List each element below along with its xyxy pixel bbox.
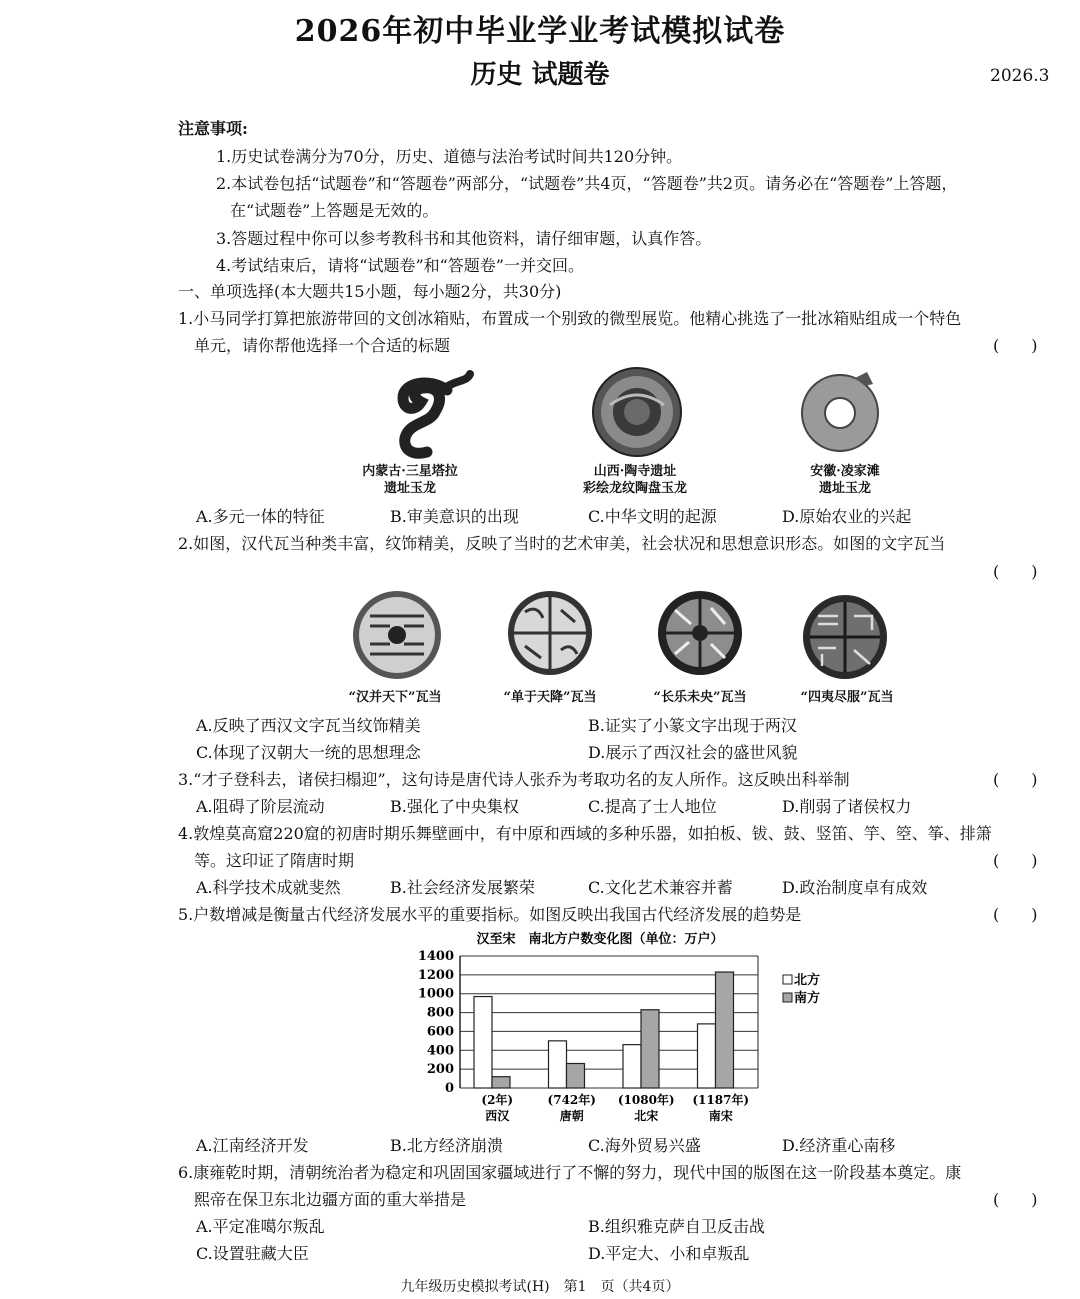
- q5-option-c[interactable]: C.海外贸易兴盛: [588, 1136, 701, 1155]
- q3-option-b[interactable]: B.强化了中央集权: [390, 797, 519, 816]
- q2-caption-1: “汉并天下”瓦当: [348, 690, 442, 705]
- q4-option-d[interactable]: D.政治制度卓有成效: [782, 878, 928, 897]
- q1-option-c[interactable]: C.中华文明的起源: [588, 507, 717, 526]
- q1-option-a[interactable]: A.多元一体的特征: [196, 507, 325, 526]
- q6-stem: 6.康雍乾时期，清朝统治者为稳定和巩固国家疆域进行了不懈的努力，现代中国的版图在这一阶段基本奠定。康: [178, 1163, 962, 1182]
- x-tick-label: (2年): [481, 1093, 514, 1107]
- q4-answer-bracket: ( ): [993, 851, 1038, 870]
- y-tick-label: 200: [426, 1062, 454, 1078]
- q2-answer-bracket: ( ): [993, 562, 1038, 581]
- y-tick-label: 400: [426, 1043, 454, 1059]
- q1-caption-2: 山西·陶寺遗址 彩绘龙纹陶盘玉龙: [582, 464, 687, 496]
- bar-北方: [698, 1024, 716, 1088]
- q1-stem: 1.小马同学打算把旅游带回的文创冰箱贴，布置成一个别致的微型展览。他精心挑选了一批冰箱贴组成一个特色: [178, 309, 962, 328]
- x-tick-label: 北宋: [634, 1109, 659, 1123]
- q6-option-b[interactable]: B.组织雅克萨自卫反击战: [588, 1217, 765, 1236]
- x-tick-label: 南宋: [708, 1109, 733, 1123]
- note-item: 3.答题过程中你可以参考教科书和其他资料，请仔细审题，认真作答。: [216, 229, 712, 248]
- q2-caption-2: “单于天降”瓦当: [503, 690, 597, 705]
- q1-answer-bracket: ( ): [993, 336, 1038, 355]
- bar-南方: [492, 1077, 510, 1088]
- jade-dragon-c-shape-image: [375, 360, 475, 460]
- y-tick-label: 600: [426, 1024, 454, 1040]
- q4-option-b[interactable]: B.社会经济发展繁荣: [390, 878, 535, 897]
- bar-南方: [641, 1010, 659, 1088]
- q3-option-a[interactable]: A.阻碍了阶层流动: [196, 797, 325, 816]
- q4-option-a[interactable]: A.科学技术成就斐然: [196, 878, 341, 897]
- q5-option-a[interactable]: A.江南经济开发: [196, 1136, 309, 1155]
- painted-dragon-plate-image: [590, 365, 685, 460]
- q2-option-a[interactable]: A.反映了西汉文字瓦当纹饰精美: [196, 716, 421, 735]
- chart-bars: [474, 972, 734, 1088]
- bar-南方: [716, 972, 734, 1088]
- q2-caption-4: “四夷尽服”瓦当: [800, 690, 894, 705]
- bar-北方: [474, 997, 492, 1088]
- legend-label: 北方: [794, 973, 821, 988]
- jade-dragon-ring-image: [795, 368, 890, 458]
- q3-answer-bracket: ( ): [993, 770, 1038, 789]
- y-tick-label: 1400: [417, 949, 454, 964]
- chart-y-ticks: [418, 949, 454, 1096]
- bar-南方: [567, 1063, 585, 1088]
- q1-option-d[interactable]: D.原始农业的兴起: [782, 507, 912, 526]
- q6-answer-bracket: ( ): [993, 1190, 1038, 1209]
- q1-stem-cont: 单元，请你帮他选择一个合适的标题: [194, 336, 451, 355]
- x-tick-label: (1080年): [617, 1093, 675, 1107]
- y-tick-label: 1000: [417, 986, 454, 1002]
- exam-date: 2026.3: [990, 66, 1050, 86]
- tile-end-chang-le-wei-yang-image: [655, 588, 745, 678]
- legend-swatch-北方: [783, 975, 792, 984]
- page-footer: 九年级历史模拟考试(H) 第1 页（共4页）: [400, 1279, 680, 1295]
- x-tick-label: (1187年): [692, 1093, 750, 1107]
- q5-option-b[interactable]: B.北方经济崩溃: [390, 1136, 503, 1155]
- x-tick-label: 西汉: [485, 1109, 510, 1123]
- q3-stem: 3.“才子登科去，诸侯扫榻迎”，这句诗是唐代诗人张乔为考取功名的友人所作。这反映出科举制: [178, 770, 850, 789]
- q6-option-a[interactable]: A.平定准噶尔叛乱: [196, 1217, 325, 1236]
- tile-end-han-bing-tian-xia-image: [350, 588, 445, 683]
- x-tick-label: 唐朝: [559, 1109, 584, 1123]
- exam-subtitle: 历史 试题卷: [470, 60, 610, 90]
- q6-stem-cont: 熙帝在保卫东北边疆方面的重大举措是: [194, 1190, 467, 1209]
- q6-option-d[interactable]: D.平定大、小和卓叛乱: [588, 1244, 750, 1263]
- y-tick-label: 0: [444, 1081, 454, 1096]
- q2-option-b[interactable]: B.证实了小篆文字出现于两汉: [588, 716, 797, 735]
- q1-option-b[interactable]: B.审美意识的出现: [390, 507, 519, 526]
- q3-option-d[interactable]: D.削弱了诸侯权力: [782, 797, 912, 816]
- bar-北方: [549, 1041, 567, 1088]
- y-tick-label: 1200: [417, 967, 454, 983]
- note-item: 2.本试卷包括“试题卷”和“答题卷”两部分，“试题卷”共4页，“答题卷”共2页。请务必在“答题卷”上答题，: [216, 174, 958, 193]
- q5-answer-bracket: ( ): [993, 905, 1038, 924]
- q4-stem-cont: 等。这印证了隋唐时期: [194, 851, 355, 870]
- section-heading: 一、单项选择(本大题共15小题，每小题2分，共30分): [178, 282, 562, 301]
- q2-option-c[interactable]: C.体现了汉朝大一统的思想理念: [196, 743, 421, 762]
- tile-end-si-yi-jin-fu-image: [800, 592, 890, 682]
- q1-caption-3: 安徽·凌家滩 遗址玉龙: [810, 464, 880, 496]
- household-bar-chart: [400, 926, 850, 1131]
- q2-stem: 2.如图，汉代瓦当种类丰富，纹饰精美，反映了当时的艺术审美，社会状况和思想意识形态。如图的文字瓦当: [178, 534, 946, 553]
- y-tick-label: 800: [426, 1005, 454, 1021]
- q4-stem: 4.敦煌莫高窟220窟的初唐时期乐舞壁画中，有中原和西域的多种乐器，如拍板、钹、鼓、竖笛、竽、箜、筝、排箫: [178, 824, 992, 843]
- legend-label: 南方: [794, 991, 821, 1006]
- q2-caption-3: “长乐未央”瓦当: [653, 690, 747, 705]
- tile-end-chan-yu-tian-jiang-image: [505, 588, 595, 678]
- chart-title: 汉至宋 南北方户数变化图（单位：万户）: [476, 932, 724, 947]
- q4-option-c[interactable]: C.文化艺术兼容并蓄: [588, 878, 733, 897]
- q3-option-c[interactable]: C.提高了士人地位: [588, 797, 717, 816]
- x-tick-label: (742年): [547, 1093, 596, 1107]
- exam-title: 2026年初中毕业学业考试模拟试卷: [294, 14, 786, 49]
- bar-北方: [623, 1045, 641, 1088]
- q2-option-d[interactable]: D.展示了西汉社会的盛世风貌: [588, 743, 798, 762]
- note-item: 4.考试结束后，请将“试题卷”和“答题卷”一并交回。: [216, 256, 584, 275]
- chart-x-labels: [481, 1092, 749, 1123]
- legend-swatch-南方: [783, 993, 792, 1002]
- q6-option-c[interactable]: C.设置驻藏大臣: [196, 1244, 309, 1263]
- q5-option-d[interactable]: D.经济重心南移: [782, 1136, 896, 1155]
- note-item: 在“试题卷”上答题是无效的。: [230, 201, 439, 220]
- note-item: 1.历史试卷满分为70分，历史、道德与法治考试时间共120分钟。: [216, 147, 683, 166]
- q5-stem: 5.户数增减是衡量古代经济发展水平的重要指标。如图反映出我国古代经济发展的趋势是: [178, 905, 802, 924]
- chart-legend: [783, 972, 820, 1006]
- q1-caption-1: 内蒙古·三星塔拉 遗址玉龙: [362, 464, 458, 496]
- notes-heading: 注意事项:: [178, 119, 248, 138]
